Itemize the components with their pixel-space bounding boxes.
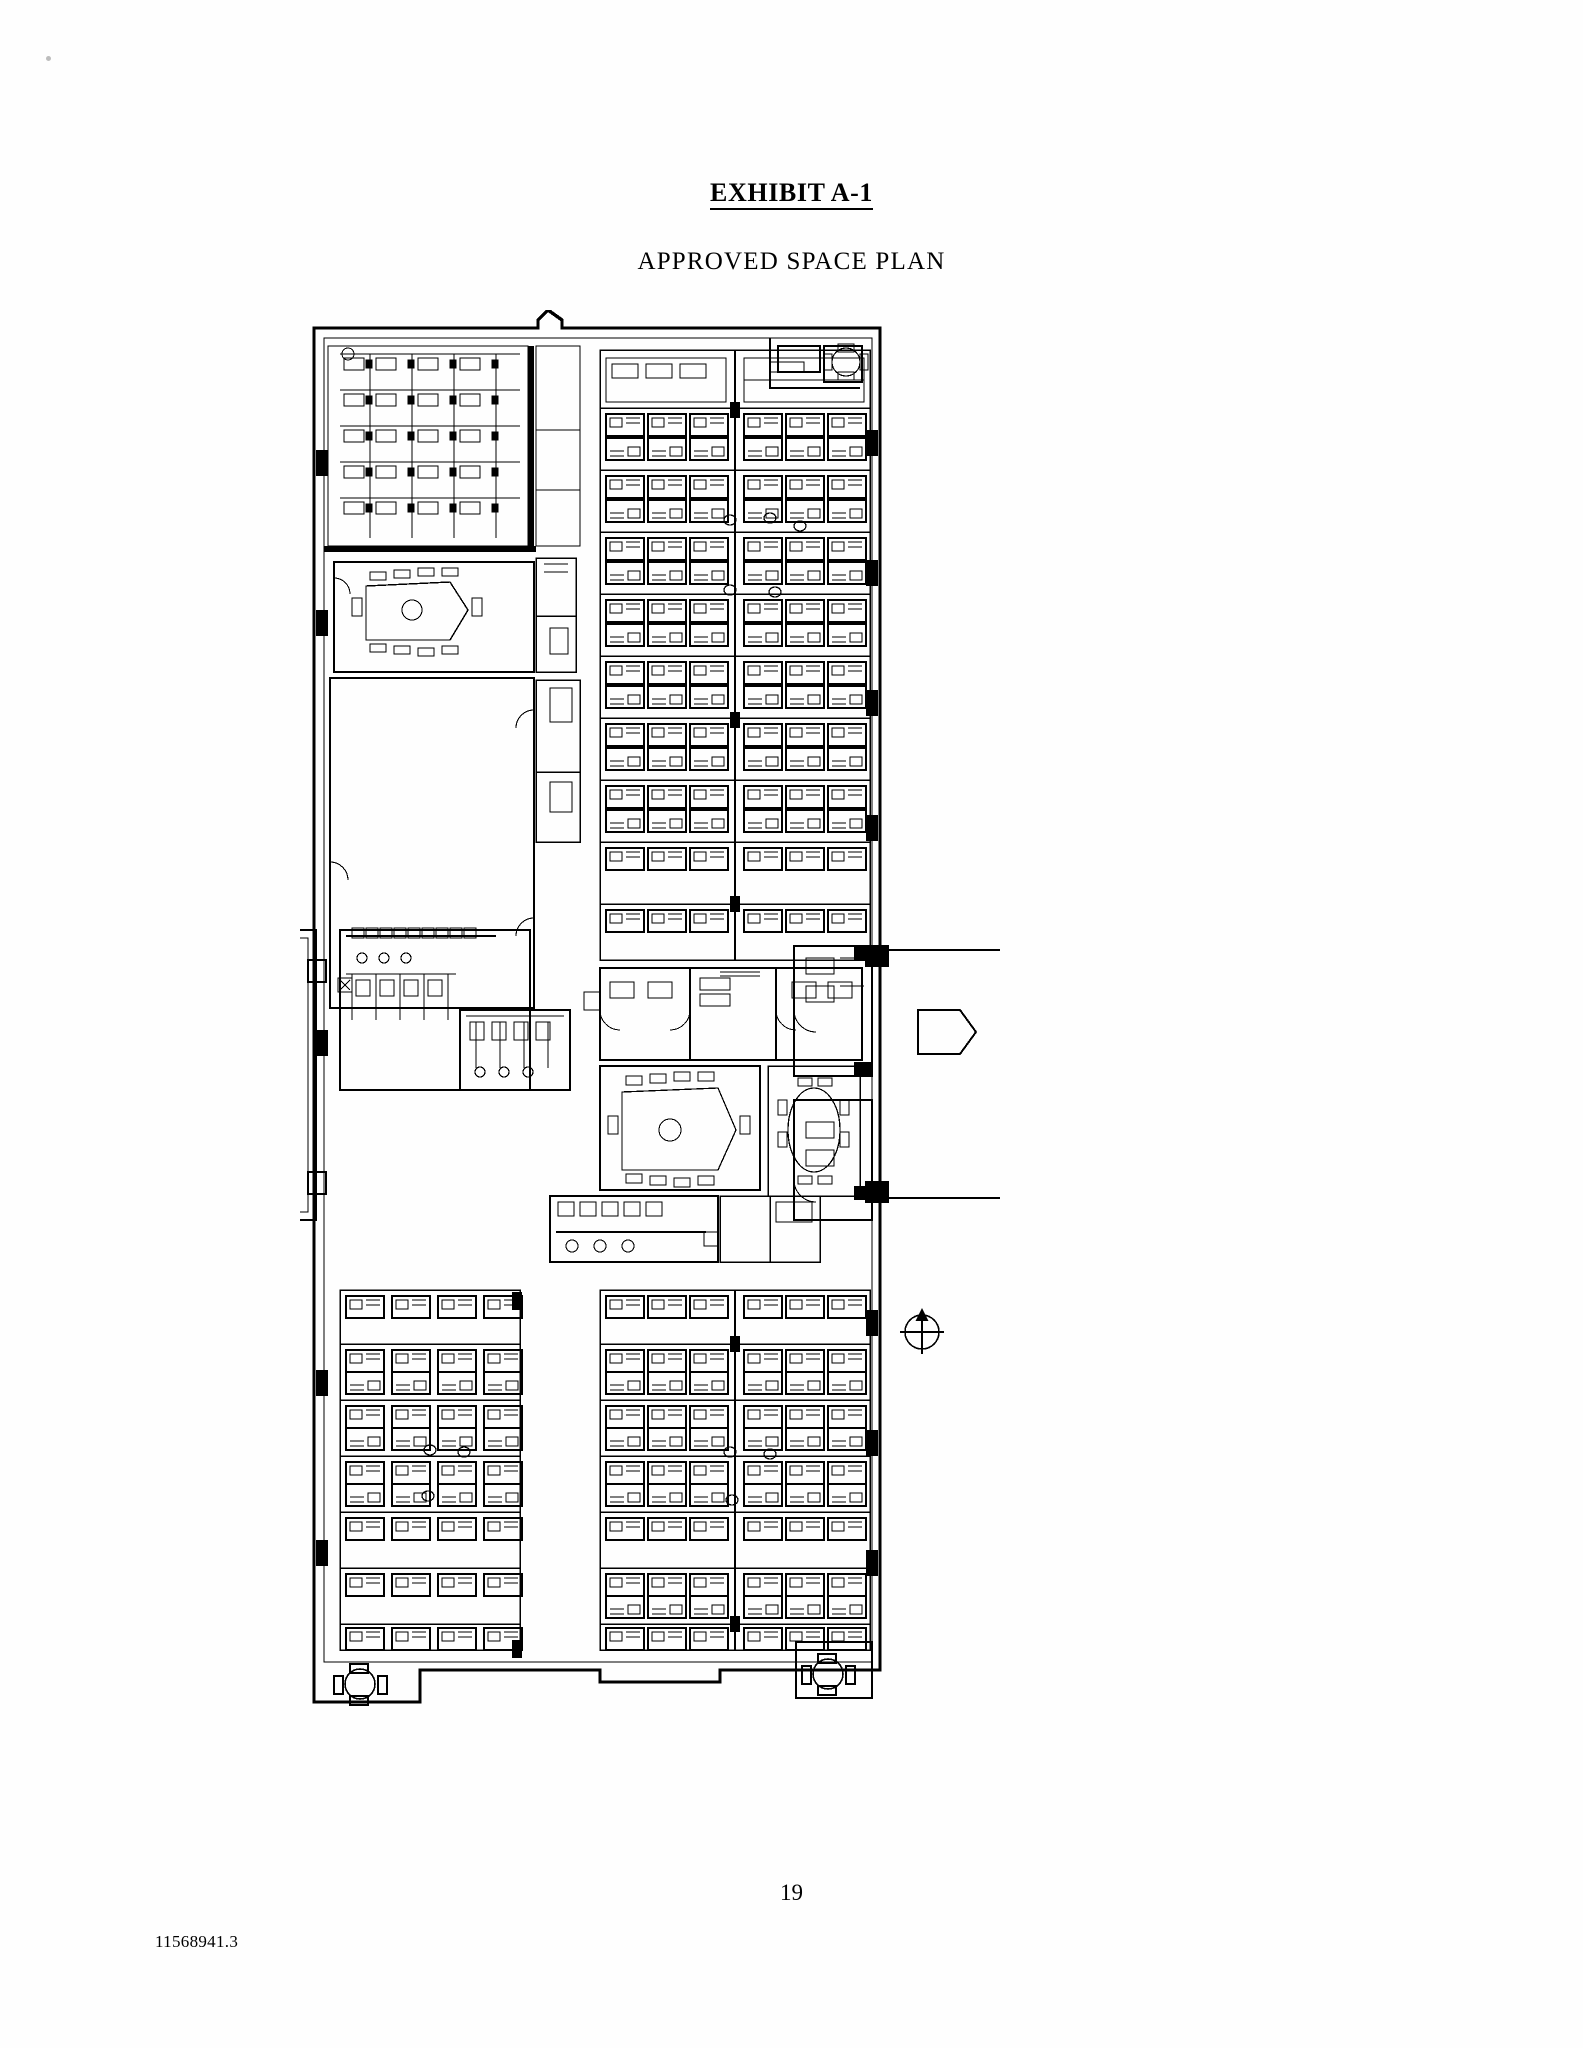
plan-title: APPROVED SPACE PLAN <box>637 248 946 275</box>
exhibit-title <box>0 178 1583 208</box>
floor-plan-drawing <box>300 310 1220 1810</box>
page-number: 19 <box>780 1880 803 1905</box>
scan-artifact <box>46 56 51 61</box>
document-code: 11568941.3 <box>155 1932 239 1951</box>
north-arrow <box>900 1310 944 1354</box>
exhibit-title-text: EXHIBIT A-1 <box>710 178 873 210</box>
